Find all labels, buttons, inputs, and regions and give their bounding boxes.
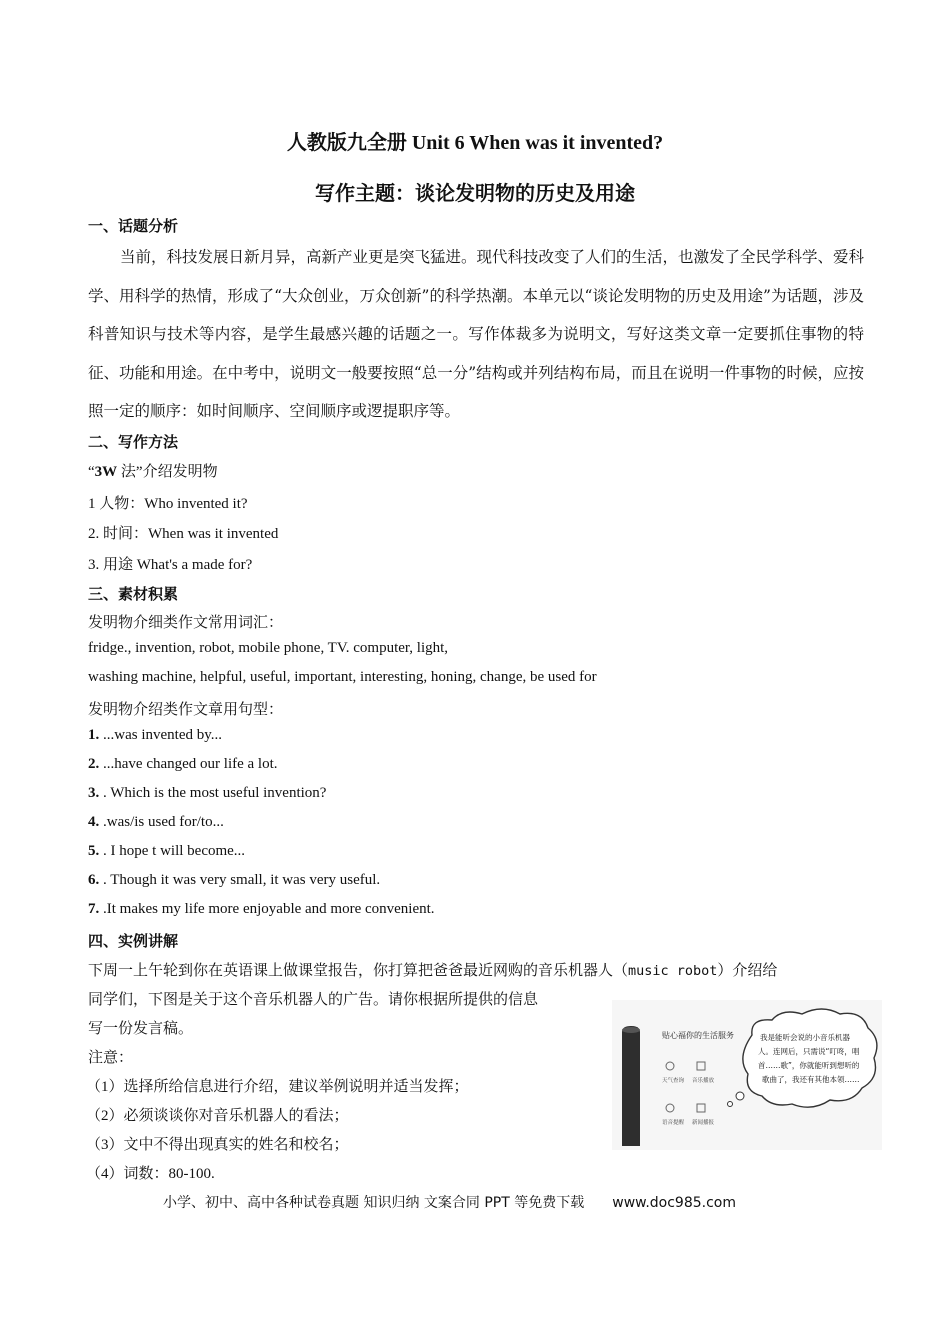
note-item: （4）词数：80-100. bbox=[86, 1166, 215, 1182]
section-heading-writing-method: 二、写作方法 bbox=[88, 433, 179, 451]
topic-analysis-paragraph bbox=[88, 238, 864, 431]
section-heading-materials: 三、素材积累 bbox=[88, 585, 179, 603]
bubble-dot bbox=[736, 1092, 744, 1100]
bubble-text: 人。连网后，只需说“叮咚，唱 bbox=[758, 1047, 860, 1056]
ad-feature: 语音提醒 bbox=[662, 1120, 685, 1126]
sentence-pattern: 4. .was/is used for/to... bbox=[88, 814, 224, 830]
notes-label: 注意： bbox=[88, 1050, 134, 1066]
ad-feature: 天气查询 bbox=[662, 1078, 685, 1084]
document-title: 人教版九全册 Unit 6 When was it invented? bbox=[286, 132, 664, 154]
bubble-text: 我是能听会说的小音乐机器 bbox=[760, 1033, 850, 1042]
vocab-intro: 发明物介细类作文常用词汇： bbox=[88, 615, 284, 631]
sentence-intro: 发明物介绍类作文章用句型： bbox=[88, 702, 284, 718]
vocab-line: fridge., invention, robot, mobile phone, TV. computer, light, bbox=[88, 640, 449, 656]
document-subtitle: 写作主题：谈论发明物的历史及用途 bbox=[315, 181, 635, 205]
speech-bubble bbox=[743, 1009, 877, 1107]
sentence-pattern: 5. . I hope t will become... bbox=[88, 843, 246, 859]
bubble-dot bbox=[728, 1102, 733, 1107]
ad-feature: 音乐播放 bbox=[692, 1078, 715, 1084]
footer-text: 小学、初中、高中各种试卷真题 知识归纳 文案合同 PPT 等免费下载 bbox=[163, 1195, 585, 1211]
sentence-pattern: 6. . Though it was very small, it was very useful. bbox=[88, 872, 381, 888]
note-item: （3）文中不得出现真实的姓名和校名； bbox=[86, 1137, 349, 1153]
topic-analysis-text: 当前，科技发展日新月异，高新产业更是突飞猛进。现代科技改变了人们的生活，也激发了全民学科学、爱科学、用科学的热情，形成了“大众创业，万众创新”的科学热潮。本单元以“谈论发明物的历史及用途”为话题，涉及科普知识与技术等内容，是学生最感兴趣的话题之一。写作体裁多为说明文，写好这类文章一定要抓住事物的特征、功能和用途。在中考中，说明文一般要按照“总一分”结构或并列结构布局，而且在说明一件事物的时候，应按照一定的顺序：如时间顺序、空间顺序或逻提职序等。 bbox=[88, 248, 865, 420]
method-title: “3W 法”介绍发明物 bbox=[88, 464, 218, 480]
note-item: （2）必须谈谈你对音乐机器人的看法； bbox=[86, 1108, 349, 1124]
bubble-text: 首……歌”，你就能听到想听的 bbox=[758, 1061, 860, 1070]
section-heading-example: 四、实例讲解 bbox=[88, 932, 179, 950]
sentence-pattern: 3. . Which is the most useful invention? bbox=[88, 785, 327, 801]
music-robot-advertisement bbox=[612, 1000, 882, 1150]
section-heading-topic-analysis: 一、话题分析 bbox=[88, 217, 179, 235]
sentence-pattern: 1. ...was invented by... bbox=[88, 727, 223, 743]
speaker-icon bbox=[622, 1026, 640, 1146]
bubble-text: 歌曲了，我还有其他本领…… bbox=[762, 1075, 860, 1084]
method-item: 3. 用途 What's a made for? bbox=[88, 557, 253, 573]
footer-url[interactable]: www.doc985.com bbox=[612, 1195, 736, 1211]
task-line: 写一份发言稿。 bbox=[88, 1021, 194, 1037]
sentence-pattern: 2. ...have changed our life a lot. bbox=[88, 756, 278, 772]
note-item: （1）选择所给信息进行介绍，建议举例说明并适当发挥； bbox=[86, 1079, 469, 1095]
sentence-pattern: 7. .It makes my life more enjoyable and more convenient. bbox=[88, 901, 435, 917]
task-line: 下周一上午轮到你在英语课上做课堂报告，你打算把爸爸最近网购的音乐机器人（music robot）介绍给 bbox=[88, 963, 778, 979]
method-item: 2. 时间：When was it invented bbox=[88, 526, 279, 542]
task-line: 同学们，下图是关于这个音乐机器人的广告。请你根据所提供的信息 bbox=[88, 992, 539, 1008]
page-footer bbox=[163, 1192, 736, 1212]
vocab-line: washing machine, helpful, useful, important, interesting, honing, change, be used for bbox=[88, 669, 597, 685]
speaker-top bbox=[622, 1027, 640, 1033]
method-item: 1 人物：Who invented it? bbox=[88, 496, 248, 512]
ad-headline: 贴心福你的生活服务 bbox=[662, 1031, 734, 1040]
ad-feature: 新闻播报 bbox=[692, 1120, 715, 1126]
